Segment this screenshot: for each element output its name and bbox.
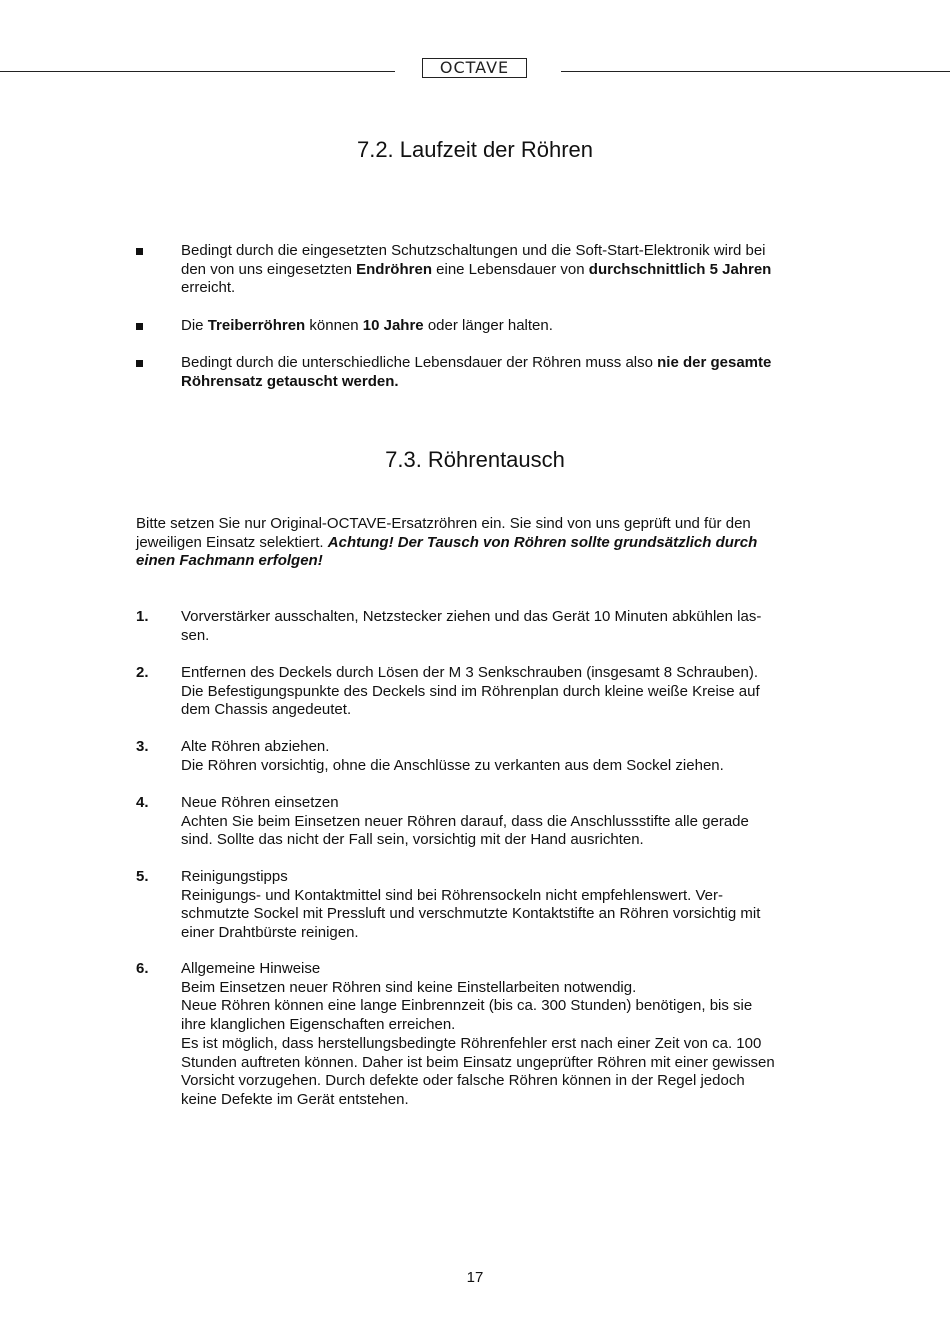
octave-logo: OCTAVE [422, 58, 527, 78]
page-number: 17 [466, 1269, 484, 1286]
text-line: Die Befestigungspunkte des Deckels sind im Röhrenplan durch kleine weiße Kreise auf [181, 682, 760, 700]
text-line: Stunden auftreten können. Daher ist beim Einsatz ungeprüfter Röhren mit einer gewissen [181, 1053, 775, 1071]
step-text-4 [181, 794, 821, 850]
text-line [136, 552, 816, 571]
step-text-1 [181, 608, 821, 645]
text-line: Allgemeine Hinweise [181, 960, 321, 977]
step-text-6 [181, 960, 821, 1110]
intro-paragraph [136, 515, 816, 571]
text-line: Bedingt durch die unterschiedliche Lebensdauer der Röhren muss also nie der gesamte [181, 354, 772, 371]
bold-text: 10 Jahre [362, 317, 424, 334]
header-rule-left [0, 71, 395, 72]
bullet-paragraph-1 [181, 242, 821, 298]
step-number-1: 1. [136, 608, 149, 625]
bold-text: Endröhren [356, 260, 432, 278]
text-line: den von uns eingesetzten Endröhren eine Lebensdauer von durchschnittlich 5 Jahren [181, 260, 772, 278]
bullet-paragraph-2 [181, 317, 821, 336]
text-line: Vorsicht vorzugehen. Durch defekte oder falsche Röhren können in der Regel jedoch [181, 1072, 745, 1090]
text-line: erreicht. [181, 279, 236, 297]
text-line: Entfernen des Deckels durch Lösen der M 3 Senkschrauben (insgesamt 8 Schrauben). [181, 664, 758, 681]
bold-text: Achtung! Der Tausch von Röhren sollte grundsätzlich durch [327, 533, 758, 551]
text-line: jeweiligen Einsatz selektiert. Achtung! Der Tausch von Röhren sollte grundsätzlich durch [136, 533, 758, 551]
text-line: schmutzte Sockel mit Pressluft und verschmutzte Kontaktstifte an Röhren vorsichtig mit [181, 905, 761, 923]
section-title-7-2: 7.2. Laufzeit der Röhren [356, 137, 594, 162]
text-line: Es ist möglich, dass herstellungsbedingte Röhrenfehler erst nach einer Zeit von ca. 100 [181, 1034, 762, 1052]
text-line: keine Defekte im Gerät entstehen. [181, 1090, 409, 1108]
step-number-6: 6. [136, 960, 149, 977]
step-number-5: 5. [136, 868, 149, 885]
step-number-2: 2. [136, 664, 149, 681]
text-line: Achten Sie beim Einsetzen neuer Röhren darauf, dass die Anschlussstifte alle gerade [181, 812, 749, 830]
section-title-7-3: 7.3. Röhrentausch [385, 447, 565, 472]
text-line: ihre klanglichen Eigenschaften erreichen. [181, 1016, 456, 1034]
step-text-5 [181, 868, 821, 943]
text-line [181, 373, 821, 392]
bold-text: nie der gesamte [657, 354, 772, 371]
bullet-square-icon [136, 360, 143, 367]
bold-text: Treiberröhren [207, 317, 306, 334]
text-line: Neue Röhren einsetzen [181, 794, 339, 811]
text-line: Die Treiberröhren können 10 Jahre oder länger halten. [181, 317, 553, 334]
header-rule-right [561, 71, 950, 72]
bold-text: durchschnittlich 5 Jahren [588, 260, 772, 278]
step-number-3: 3. [136, 738, 149, 755]
bold-text: einen Fachmann erfolgen! [136, 552, 323, 570]
text-line: Vorverstärker ausschalten, Netzstecker ziehen und das Gerät 10 Minuten abkühlen las- [181, 608, 762, 625]
bullet-square-icon [136, 248, 143, 255]
text-line: dem Chassis angedeutet. [181, 701, 352, 719]
text-line: Die Röhren vorsichtig, ohne die Anschlüsse zu verkanten aus dem Sockel ziehen. [181, 756, 724, 774]
text-line: Reinigungs- und Kontaktmittel sind bei Röhrensockeln nicht empfehlenswert. Ver- [181, 886, 723, 904]
step-text-2 [181, 664, 821, 720]
bullet-paragraph-3 [181, 354, 821, 391]
bullet-square-icon [136, 323, 143, 330]
text-line: sen. [181, 626, 210, 644]
text-line: Alte Röhren abziehen. [181, 738, 330, 755]
text-line: Beim Einsetzen neuer Röhren sind keine Einstellarbeiten notwendig. [181, 978, 637, 996]
step-number-4: 4. [136, 794, 149, 811]
text-line: einer Drahtbürste reinigen. [181, 924, 359, 942]
text-line: sind. Sollte das nicht der Fall sein, vorsichtig mit der Hand ausrichten. [181, 831, 644, 849]
bold-text: Röhrensatz getauscht werden. [181, 372, 399, 390]
text-line: Reinigungstipps [181, 868, 288, 885]
text-line: Neue Röhren können eine lange Einbrennzeit (bis ca. 300 Stunden) benötigen, bis sie [181, 997, 753, 1015]
text-line: Bedingt durch die eingesetzten Schutzschaltungen und die Soft-Start-Elektronik wird bei [181, 242, 766, 259]
text-line: Bitte setzen Sie nur Original-OCTAVE-Ersatzröhren ein. Sie sind von uns geprüft und für den [136, 515, 751, 532]
step-text-3 [181, 738, 821, 775]
